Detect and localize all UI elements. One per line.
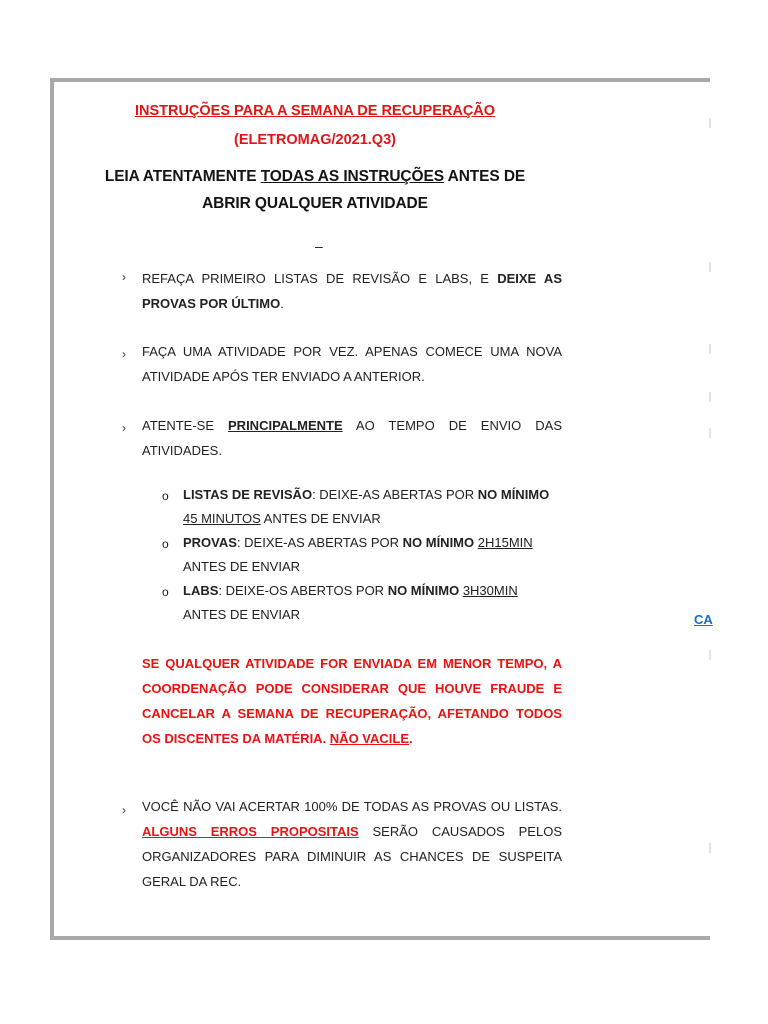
- heading-text: LEIA ATENTAMENTE: [104, 168, 261, 185]
- side-marker: [709, 392, 711, 402]
- separator-dash: –: [315, 238, 323, 254]
- warning-emphasis: NÃO VACILE: [329, 731, 410, 746]
- item-text: .: [280, 296, 284, 311]
- sub-item-label: PROVAS: [183, 535, 237, 550]
- item-emphasis: DEIXE AS PROVAS POR ÚLTIMO: [142, 271, 562, 311]
- instruction-heading-line2: ABRIR QUALQUER ATIVIDADE: [202, 195, 428, 212]
- item-text: SERÃO CAUSADOS PELOS ORGANIZADORES PARA DIMINUIR AS CHANCES DE SUSPEITA GERAL DA REC.: [142, 824, 562, 889]
- sub-item-emphasis: NO MÍNIMO: [477, 487, 550, 502]
- sub-item: [183, 531, 562, 578]
- sub-item-label: LABS: [183, 583, 219, 598]
- item-emphasis: PRINCIPALMENTE: [228, 418, 343, 433]
- bullet-icon: ›: [122, 803, 126, 817]
- sub-item: [183, 483, 562, 530]
- side-marker: [709, 118, 711, 128]
- bullet-icon: ›: [122, 270, 126, 284]
- side-link[interactable]: CA: [694, 612, 713, 627]
- instruction-heading: [60, 168, 570, 186]
- warning-text: [142, 651, 562, 751]
- sub-item-text: : DEIXE-AS ABERTAS POR: [312, 487, 478, 502]
- sub-item-text: ANTES DE ENVIAR: [260, 510, 381, 526]
- side-marker: [709, 843, 711, 853]
- side-marker: [709, 650, 711, 660]
- document-title: INSTRUÇÕES PARA A SEMANA DE RECUPERAÇÃO: [134, 103, 496, 119]
- item-text: REFAÇA PRIMEIRO LISTAS DE REVISÃO E LABS, E: [142, 271, 498, 286]
- sub-item-time: 45 MINUTOS: [183, 510, 261, 526]
- page-edge: [710, 60, 768, 1024]
- sub-item-text: ANTES DE ENVIAR: [183, 606, 301, 622]
- sub-item-time: 2H15MIN: [477, 535, 533, 550]
- sub-item-time: 3H30MIN: [462, 583, 518, 598]
- document-subtitle: (ELETROMAG/2021.Q3): [234, 132, 396, 148]
- instruction-item: [142, 266, 562, 316]
- sub-item-text: : DEIXE-AS ABERTAS POR: [236, 535, 403, 550]
- instruction-item: [142, 413, 562, 463]
- item-text: AO TEMPO DE ENVIO DAS ATIVIDADES.: [142, 418, 562, 458]
- sub-bullet-icon: o: [162, 489, 169, 503]
- bullet-icon: ›: [122, 421, 126, 435]
- heading-text: ANTES DE: [443, 168, 526, 185]
- side-marker: [709, 344, 711, 354]
- sub-item-text: ANTES DE ENVIAR: [183, 558, 301, 574]
- sub-item-label: LISTAS DE REVISÃO: [183, 487, 313, 502]
- sub-item: [183, 579, 562, 626]
- side-marker: [709, 262, 711, 272]
- side-marker: [709, 428, 711, 438]
- instruction-item: FAÇA UMA ATIVIDADE POR VEZ. APENAS COMECE UMA NOVA ATIVIDADE APÓS TER ENVIADO A ANTERIOR.: [142, 344, 562, 384]
- item-text: VOCÊ NÃO VAI ACERTAR 100% DE TODAS AS PROVAS OU LISTAS.: [142, 799, 562, 814]
- sub-bullet-icon: o: [162, 585, 169, 599]
- item-emphasis: ALGUNS ERROS PROPOSITAIS: [142, 824, 359, 839]
- bullet-icon: ›: [122, 347, 126, 361]
- warning-body: SE QUALQUER ATIVIDADE FOR ENVIADA EM MENOR TEMPO, A COORDENAÇÃO PODE CONSIDERAR QUE HOUVE FRAUDE E CANCELAR A SEMANA DE RECUPERAÇÃO, AFETANDO TODOS OS DISCENTES DA MATÉRIA.: [142, 656, 562, 746]
- instruction-item: [142, 794, 562, 894]
- item-text: ATENTE-SE: [142, 418, 229, 433]
- sub-item-text: : DEIXE-OS ABERTOS POR: [218, 583, 388, 598]
- sub-bullet-icon: o: [162, 537, 169, 551]
- warning-body: .: [409, 731, 413, 746]
- heading-emphasis: TODAS AS INSTRUÇÕES: [260, 168, 444, 185]
- sub-item-emphasis: NO MÍNIMO: [402, 535, 475, 550]
- sub-item-emphasis: NO MÍNIMO: [387, 583, 460, 598]
